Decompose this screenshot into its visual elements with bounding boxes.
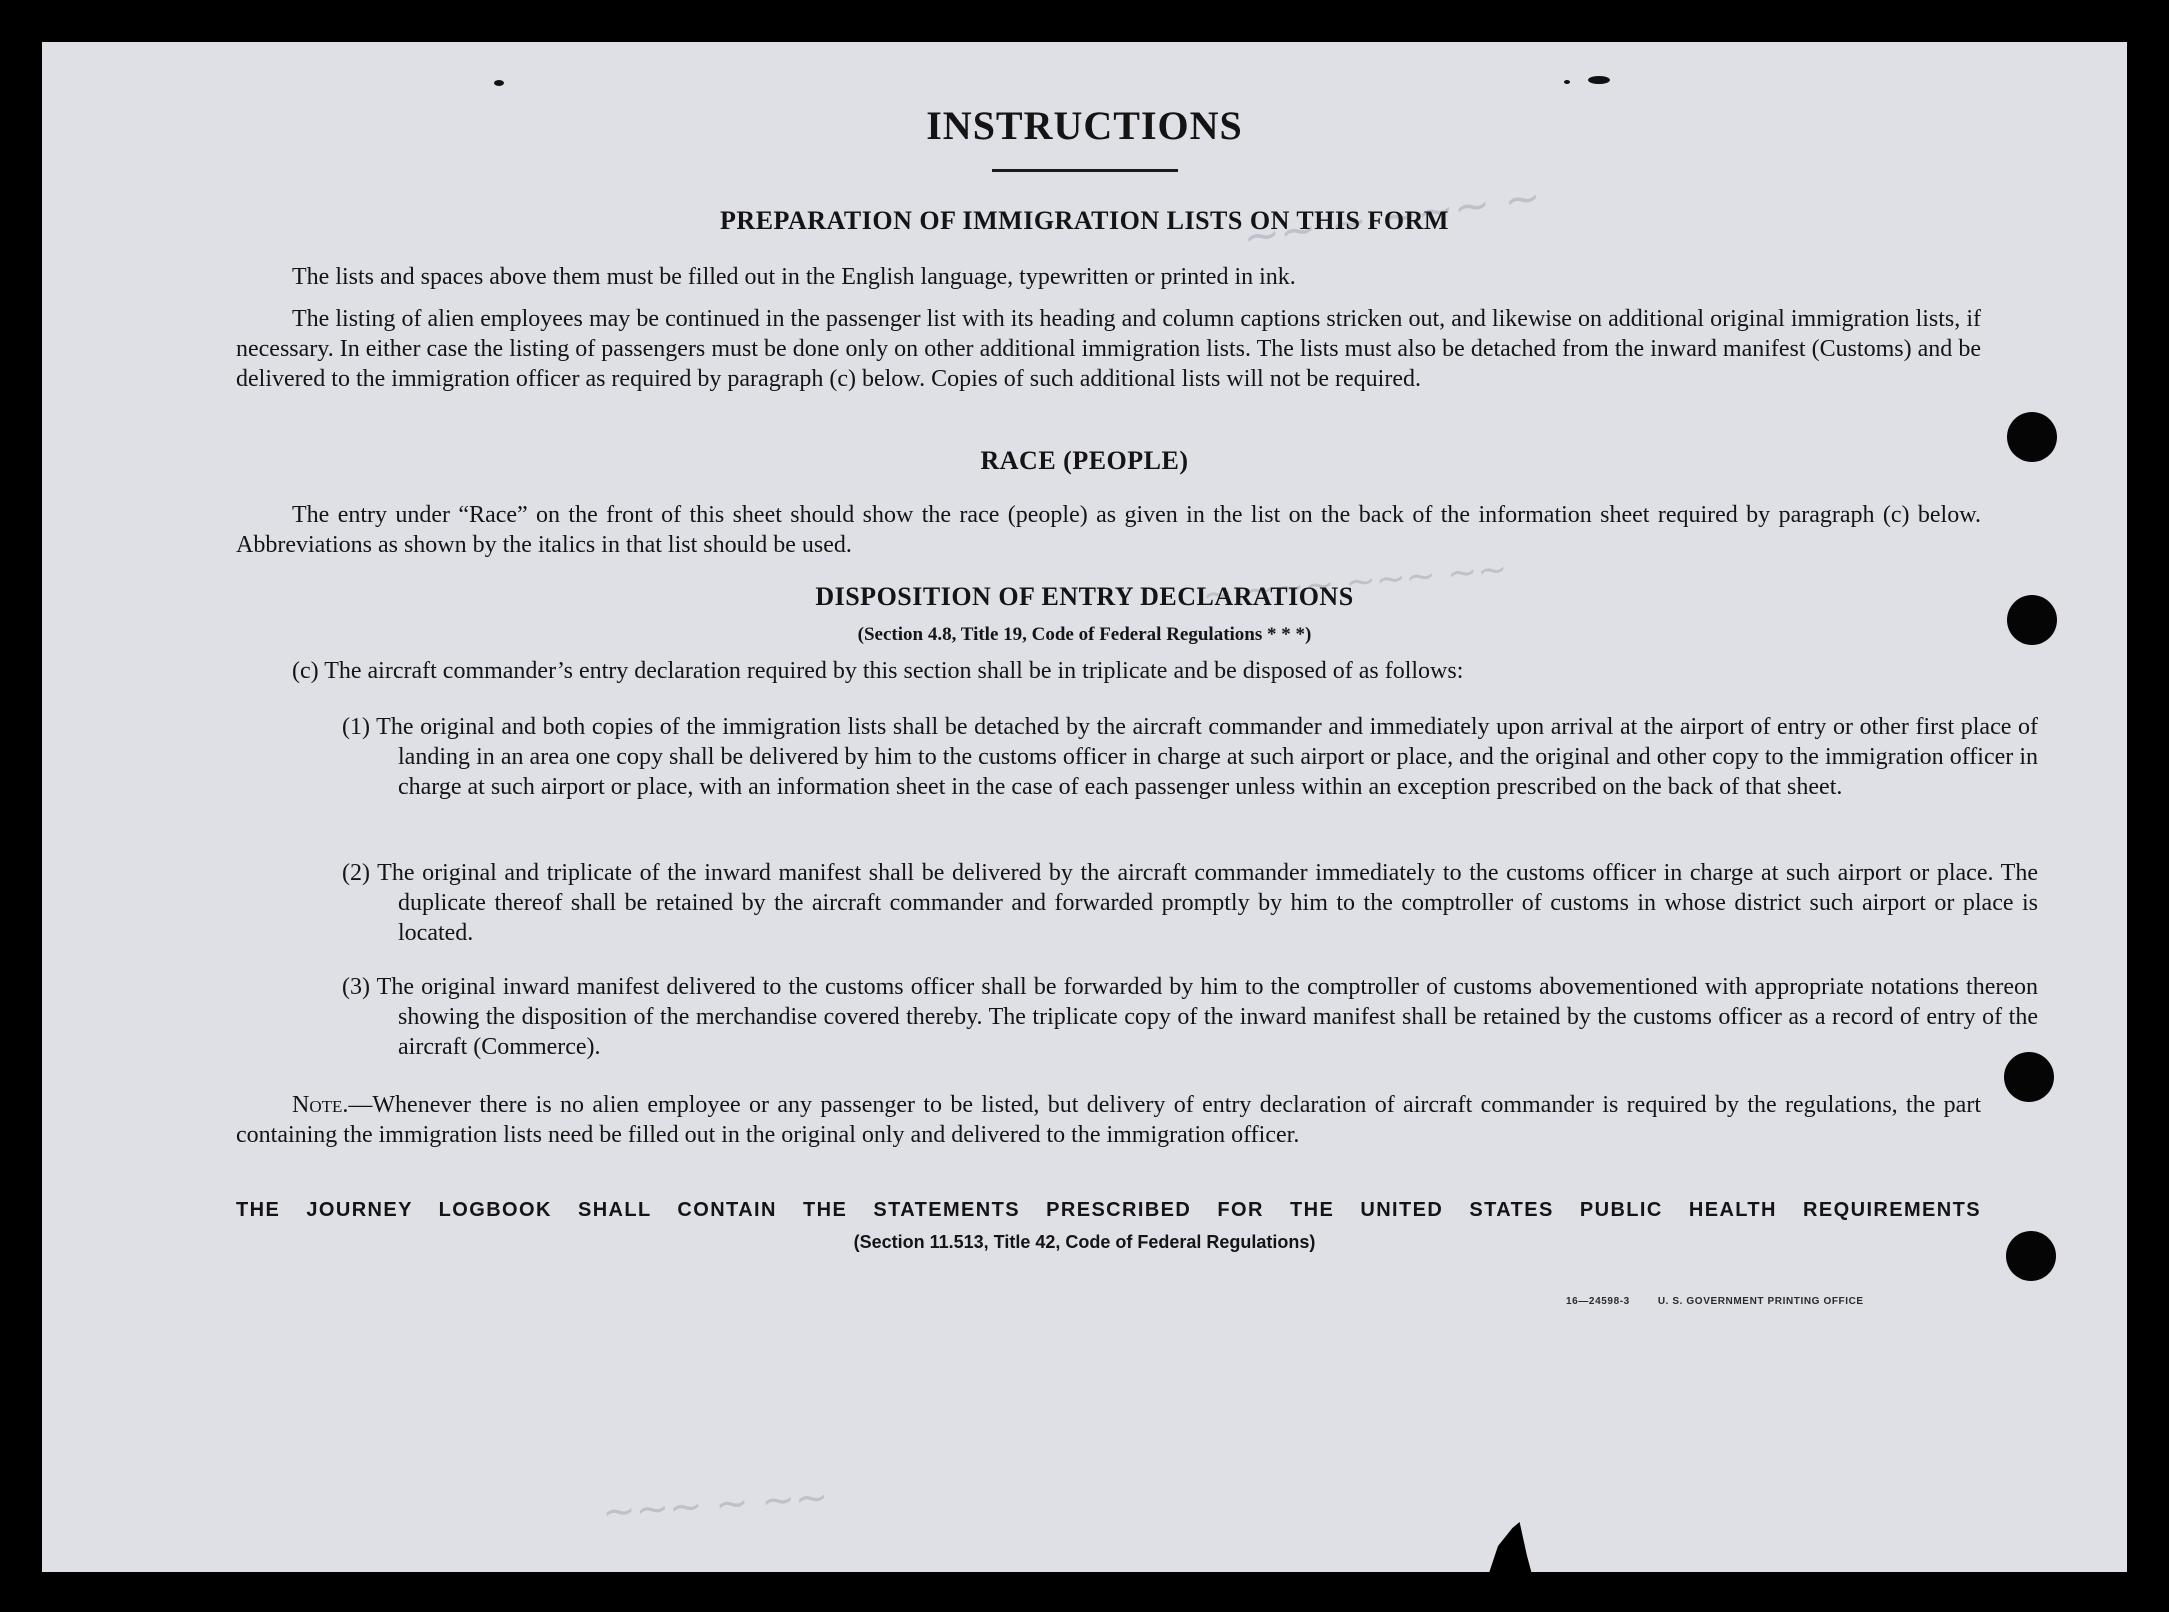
disposition-citation: (Section 4.8, Title 19, Code of Federal Regulations * * *) xyxy=(857,624,1312,645)
preparation-paragraph-1: The lists and spaces above them must be filled out in the English language, typewritten or printed in ink. xyxy=(292,264,1296,290)
disposition-item-1: (1) The original and both copies of the immigration lists shall be detached by the aircraft commander and immediately upon arrival at the airport of entry or other first place of landing in an area one copy shall be delivered by him to the customs officer in charge at such airport or place, and the original and other copy to the immigration officer in charge at such airport or place, with an information sheet in the case of each passenger unless within an exception prescribed on the back of that sheet. xyxy=(342,714,2038,800)
disposition-intro: (c) The aircraft commander’s entry declaration required by this section shall be in triplicate and be disposed of as follows: xyxy=(292,658,1464,684)
heading-race: RACE (PEOPLE) xyxy=(980,446,1189,475)
ink-speck xyxy=(1588,76,1610,84)
race-paragraph: The entry under “Race” on the front of this sheet should show the race (people) as given in the list on the back of the information sheet required by paragraph (c) below. Abbreviations as shown by the italics in that list should be used. xyxy=(236,502,1981,558)
preparation-paragraph-2: The listing of alien employees may be continued in the passenger list with its heading and column captions stricken out, and likewise on additional original immigration lists, if necessary. In either case the listing of passengers must be done only on other additional immigration lists. The lists must also be detached from the inward manifest (Customs) and be delivered to the immigration officer as required by paragraph (c) below. Copies of such additional lists will not be required. xyxy=(236,306,1981,392)
paper-tear xyxy=(1486,1522,1534,1572)
ink-speck xyxy=(494,80,504,86)
public-health-statement: THE JOURNEY LOGBOOK SHALL CONTAIN THE STATEMENTS PRESCRIBED FOR THE UNITED STATES PUBLIC HEALTH REQUIREMENTS xyxy=(236,1199,1981,1221)
printer-mark xyxy=(1566,1296,1864,1307)
printing-office: U. S. GOVERNMENT PRINTING OFFICE xyxy=(1657,1296,1864,1307)
pencil-annotation: ~ ~~~ ~~~ ~~ xyxy=(1200,548,1510,617)
page-title: INSTRUCTIONS xyxy=(926,103,1243,148)
heading-preparation: PREPARATION OF IMMIGRATION LISTS ON THIS FORM xyxy=(720,206,1449,235)
note-label: Note. xyxy=(292,1092,349,1118)
document-sheet xyxy=(42,42,2127,1572)
note-text: —Whenever there is no alien employee or any passenger to be listed, but delivery of entry declaration of aircraft commander is required by the regulations, the part containing the immigration lists need be filled out in the original only and delivered to the immigration officer. xyxy=(236,1092,1981,1148)
heading-disposition: DISPOSITION OF ENTRY DECLARATIONS xyxy=(815,582,1354,611)
disposition-item-2: (2) The original and triplicate of the inward manifest shall be delivered by the aircraft commander immediately to the customs officer in charge at such airport or place. The duplicate thereof shall be retained by the aircraft commander and forwarded promptly by him to the comptroller of customs in whose district such airport or place is located. xyxy=(342,860,2038,946)
pencil-annotation: ~~~ ~ ~~ xyxy=(600,1474,830,1536)
disposition-item-3: (3) The original inward manifest delivered to the customs officer shall be forwarded by him to the comptroller of customs abovementioned with appropriate notations thereon showing the disposition of the merchandise covered thereby. The triplicate copy of the inward manifest shall be retained by the customs officer as a record of entry of the aircraft (Commerce). xyxy=(342,974,2038,1060)
form-number: 16—24598-3 xyxy=(1566,1296,1630,1307)
note-paragraph xyxy=(236,1090,1981,1150)
ink-speck xyxy=(1564,80,1570,84)
title-divider xyxy=(992,169,1178,172)
public-health-citation: (Section 11.513, Title 42, Code of Federal Regulations) xyxy=(853,1232,1316,1252)
pencil-annotation: ~~ ~ ~~~ ~ xyxy=(1239,171,1545,264)
